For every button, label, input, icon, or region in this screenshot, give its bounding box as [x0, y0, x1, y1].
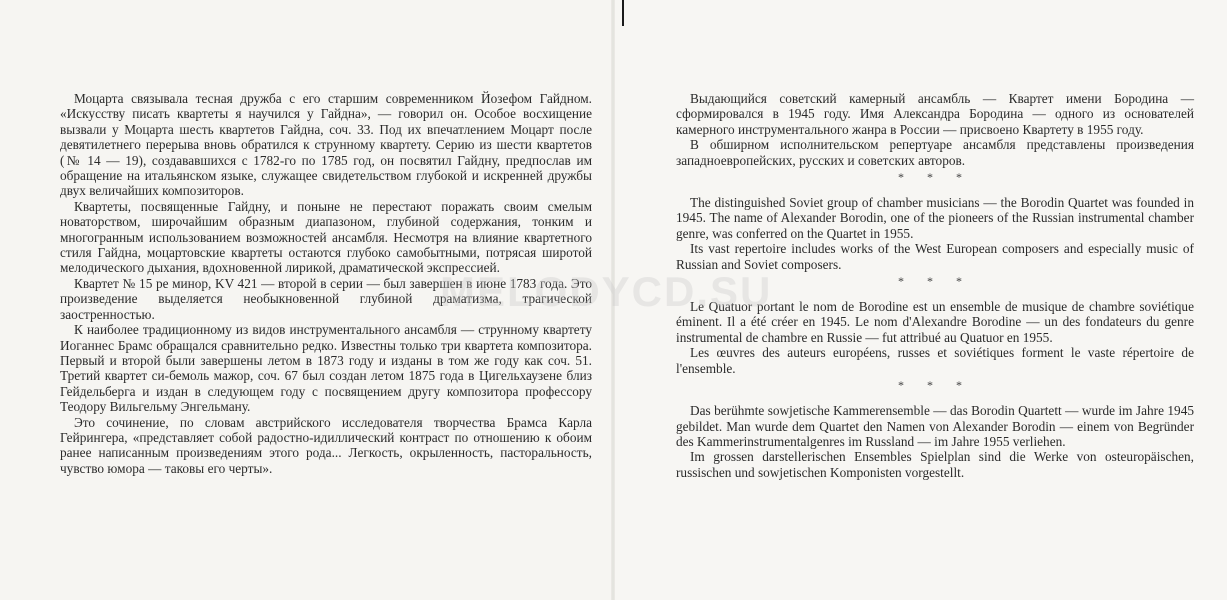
separator-stars: * * *	[898, 274, 972, 289]
russian-section	[676, 91, 1194, 168]
paragraph: Выдающийся советский камерный ансамбль — Квартет имени Бородина — сформировался в 1945 году. Имя Александра Бородина — одного из основателей камерного инструментального жанра в России — присвоено Квартету в 1955 году.	[676, 91, 1194, 137]
separator-stars: * * *	[898, 170, 972, 185]
separator-stars: * * *	[898, 378, 972, 393]
english-section	[676, 195, 1194, 272]
paragraph: Im grossen darstellerischen Ensembles Spielplan sind die Werke von osteuropäischen, russischen und sowjetischen Komponisten vorgestellt.	[676, 449, 1194, 480]
page-fold	[611, 0, 615, 600]
paragraph: Its vast repertoire includes works of the West European composers and especially music of Russian and Soviet composers.	[676, 241, 1194, 272]
paragraph: Квартеты, посвященные Гайдну, и поныне не перестают поражать своим смелым новаторством, широчайшим образным диапазоном, глубиной содержания, тонким и многогранным использованием возможностей ансамбля. Несмотря на влияние квартетного стиля Гайдна, моцартовские квартеты остаются глубоко самобытными, потрясая широтой мелодического дыхания, вдохновенной лирикой, драматической экспрессией.	[60, 198, 592, 276]
paragraph: Моцарта связывала тесная дружба с его старшим современником Йозефом Гайдном. «Искусству писать квартеты я научился у Гайдна», — говорил он. Особое восхищение вызвали у Моцарта шесть квартетов Гайдна, соч. 33. Под их впечатлением Моцарт после девятилетнего перерыва вновь обратился к струнному квартету. Серию из шести квартетов (№ 14 — 19), создававшихся с 1782-го по 1785 год, он посвятил Гайдну, предпослав им обращение на итальянском языке, служащее свидетельством глубокой и искренней дружбы двух величайших композиторов.	[60, 91, 592, 199]
mozart-brahms-text	[60, 91, 592, 476]
german-section	[676, 403, 1194, 480]
paragraph: Квартет № 15 ре минор, KV 421 — второй в серии — был завершен в июне 1783 года. Это произведение выделяется необыкновенной глубиной драматизма, трагической заостренностью.	[60, 275, 592, 322]
paragraph: The distinguished Soviet group of chamber musicians — the Borodin Quartet was founded in 1945. The name of Alexander Borodin, one of the pioneers of the Russian instrumental chamber genre, was conferred on the Quartet in 1955.	[676, 195, 1194, 241]
paragraph: Les œuvres des auteurs européens, russes et soviétiques forment le vaste répertoire de l'ensemble.	[676, 345, 1194, 376]
borodin-quartet-text	[676, 91, 1194, 480]
paragraph: К наиболее традиционному из видов инструментального ансамбля — струнному квартету Иоганнес Брамс обращался сравнительно редко. Известны только три квартета композитора. Первый и второй были завершены летом в 1873 году и изданы в том же году как соч. 51. Третий квартет си-бемоль мажор, соч. 67 был создан летом 1875 года в Цигельхаузене близ Гейдельберга и издан в следующем году с посвящением другу композитора профессору Теодору Вильгельму Энгельману.	[60, 322, 592, 415]
paragraph: В обширном исполнительском репертуаре ансамбля представлены произведения западноевропейских, русских и советских авторов.	[676, 137, 1194, 168]
paragraph: Это сочинение, по словам австрийского исследователя творчества Брамса Карла Гейрингера, «представляет собой радостно-идиллический контраст по отношению к обоим ранее написанным произведениям этого рода... Легкость, окрыленность, пасторальность, чувство юмора — таковы его черты».	[60, 414, 592, 476]
watermark-logo: MELODYCD.SU	[440, 268, 773, 315]
fold-mark	[622, 0, 624, 26]
french-section	[676, 299, 1194, 376]
paragraph: Das berühmte sowjetische Kammerensemble — das Borodin Quartett — wurde im Jahre 1945 gebildet. Man wurde dem Quartet den Namen von Alexander Borodin — einem von Begründer des Kammerinstrumentalgenres im Russland — im Jahre 1955 verliehen.	[676, 403, 1194, 449]
paragraph: Le Quatuor portant le nom de Borodine est un ensemble de musique de chambre soviétique éminent. Il a été créer en 1945. Le nom d'Alexandre Borodine — un des fondateurs du genre instrumental de chambre en Russie — fut attribué au Quatuor en 1955.	[676, 299, 1194, 345]
